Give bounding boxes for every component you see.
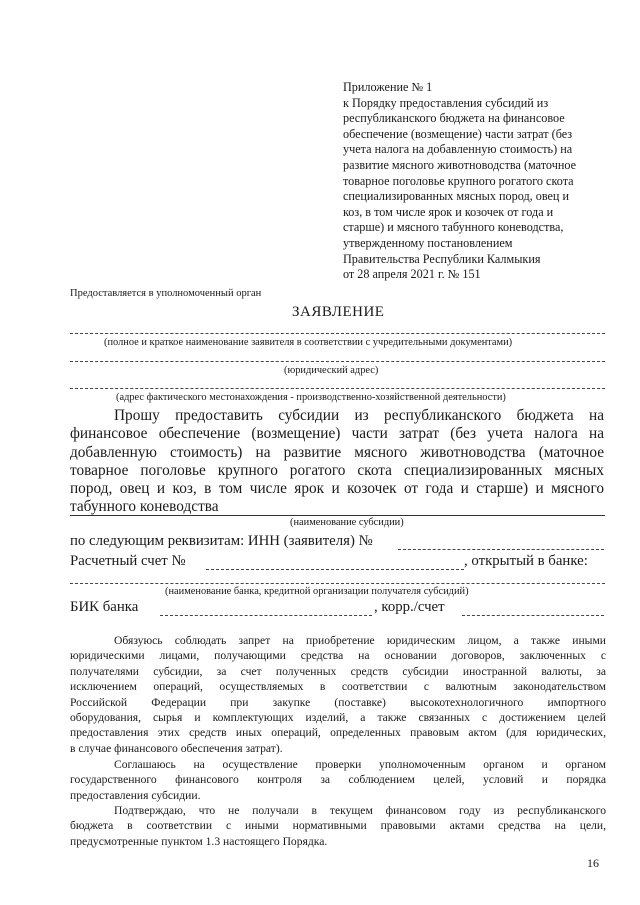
account-field[interactable] bbox=[206, 569, 464, 570]
appendix-line: развитие мясного животноводства (маточное bbox=[343, 157, 576, 172]
bank-name-field[interactable] bbox=[70, 583, 605, 584]
appendix-line: товарное поголовье крупного рогатого скота bbox=[343, 173, 574, 188]
request-line: пород, овец и коз, в том числе ярок и козочек от года и старше) и мясного bbox=[70, 480, 604, 498]
obligation-line: получателями субсидии, за счет полученных средств субсидии иностранной валюты, за bbox=[70, 664, 606, 678]
appendix-line: от 28 апреля 2021 г. № 151 bbox=[343, 267, 481, 282]
subsidy-name-caption: (наименование субсидии) bbox=[290, 517, 404, 528]
consent-line: государственного финансового контроля за соблюдением целей, условий и порядка bbox=[70, 773, 606, 787]
submitted-to-label: Предоставляется в уполномоченный орган bbox=[70, 288, 262, 299]
obligation-line: юридическими лицами, получающими средства на основании договоров, заключенных с bbox=[70, 649, 606, 663]
obligation-line: в случае финансового обеспечения затрат). bbox=[70, 741, 283, 755]
confirm-line: предусмотренные пунктом 1.3 настоящего Порядка. bbox=[70, 834, 328, 848]
appendix-line: Приложение № 1 bbox=[343, 80, 433, 94]
page-number: 16 bbox=[587, 856, 599, 870]
request-line: товарное поголовье крупного рогатого скота специализированных мясных bbox=[70, 461, 604, 479]
legal-address-caption: (юридический адрес) bbox=[284, 365, 379, 376]
legal-address-field[interactable] bbox=[70, 361, 605, 362]
appendix-line: специализированных мясных пород, овец и bbox=[343, 189, 570, 204]
request-line: табунного коневодства bbox=[70, 498, 219, 516]
obligation-paragraph bbox=[70, 633, 606, 756]
appendix-line: учета налога на добавленную стоимость) на bbox=[343, 142, 573, 157]
appendix-line: коз, в том числе ярок и козочек от года и bbox=[343, 204, 554, 219]
appendix-header bbox=[343, 80, 613, 283]
applicant-name-field[interactable] bbox=[70, 333, 605, 334]
applicant-name-caption: (полное и краткое наименование заявителя в соответствии с учредительными документами) bbox=[104, 337, 513, 348]
consent-paragraph bbox=[70, 757, 606, 803]
opened-in-bank-label: , открытый в банке: bbox=[464, 553, 588, 569]
obligation-line: Российской Федерации при закупке (поставке) высокотехнологичного импортного bbox=[70, 695, 606, 709]
corr-account-field[interactable] bbox=[462, 615, 604, 616]
obligation-line: предоставления этих средств иных операций, определенных правовым актом (для юридических, bbox=[70, 726, 606, 740]
bank-name-caption: (наименование банка, кредитной организации получателя субсидий) bbox=[165, 586, 469, 597]
appendix-line: к Порядку предоставления субсидий из bbox=[343, 95, 549, 110]
request-paragraph bbox=[70, 407, 604, 517]
document-title: ЗАЯВЛЕНИЕ bbox=[292, 304, 385, 320]
appendix-line: обеспечение (возмещение) части затрат (без bbox=[343, 126, 573, 141]
consent-line: Соглашаюсь на осуществление проверки уполномоченным органом и органом bbox=[114, 758, 606, 771]
confirm-line: Подтверждаю, что не получали в текущем финансовом году из республиканского bbox=[114, 804, 606, 817]
inn-field[interactable] bbox=[398, 549, 604, 550]
request-line: добавленную стоимость) на развитие мясного животноводства (маточное bbox=[70, 443, 604, 461]
actual-address-field[interactable] bbox=[70, 388, 605, 389]
obligation-line: исключением операций, осуществляемых в соответствии с валютным законодательством bbox=[70, 680, 606, 694]
consent-line: предоставления субсидии. bbox=[70, 788, 201, 802]
appendix-line: республиканского бюджета на финансовое bbox=[343, 111, 565, 126]
actual-address-caption: (адрес фактического местонахождения - производственно-хозяйственной деятельности) bbox=[116, 392, 506, 403]
obligation-line: оборудования, сырья и комплектующих изделий, а также связанных с достижением целей bbox=[70, 710, 606, 724]
account-label: Расчетный счет № bbox=[70, 553, 186, 569]
request-line: финансовое обеспечение (возмещение) части затрат (без учета налога на bbox=[70, 425, 604, 443]
appendix-line: старше) и мясного табунного коневодства, bbox=[343, 220, 564, 235]
obligation-line: Обязуюсь соблюдать запрет на приобретение юридическим лицом, а также иными bbox=[114, 634, 606, 647]
appendix-line: Правительства Республики Калмыкия bbox=[343, 251, 541, 266]
inn-label: по следующим реквизитам: ИНН (заявителя) № bbox=[70, 533, 373, 549]
bik-label: БИК банка bbox=[70, 599, 139, 615]
subsidy-name-field[interactable] bbox=[70, 515, 605, 516]
bik-field[interactable] bbox=[160, 615, 372, 616]
corr-account-label: , корр./счет bbox=[374, 599, 445, 615]
confirm-line: бюджета в соответствии с иными нормативными правовыми актами средства на цели, bbox=[70, 819, 606, 833]
confirm-paragraph bbox=[70, 803, 606, 849]
appendix-line: утвержденному постановлением bbox=[343, 235, 513, 250]
request-line: Прошу предоставить субсидии из республиканского бюджета на bbox=[114, 407, 604, 424]
